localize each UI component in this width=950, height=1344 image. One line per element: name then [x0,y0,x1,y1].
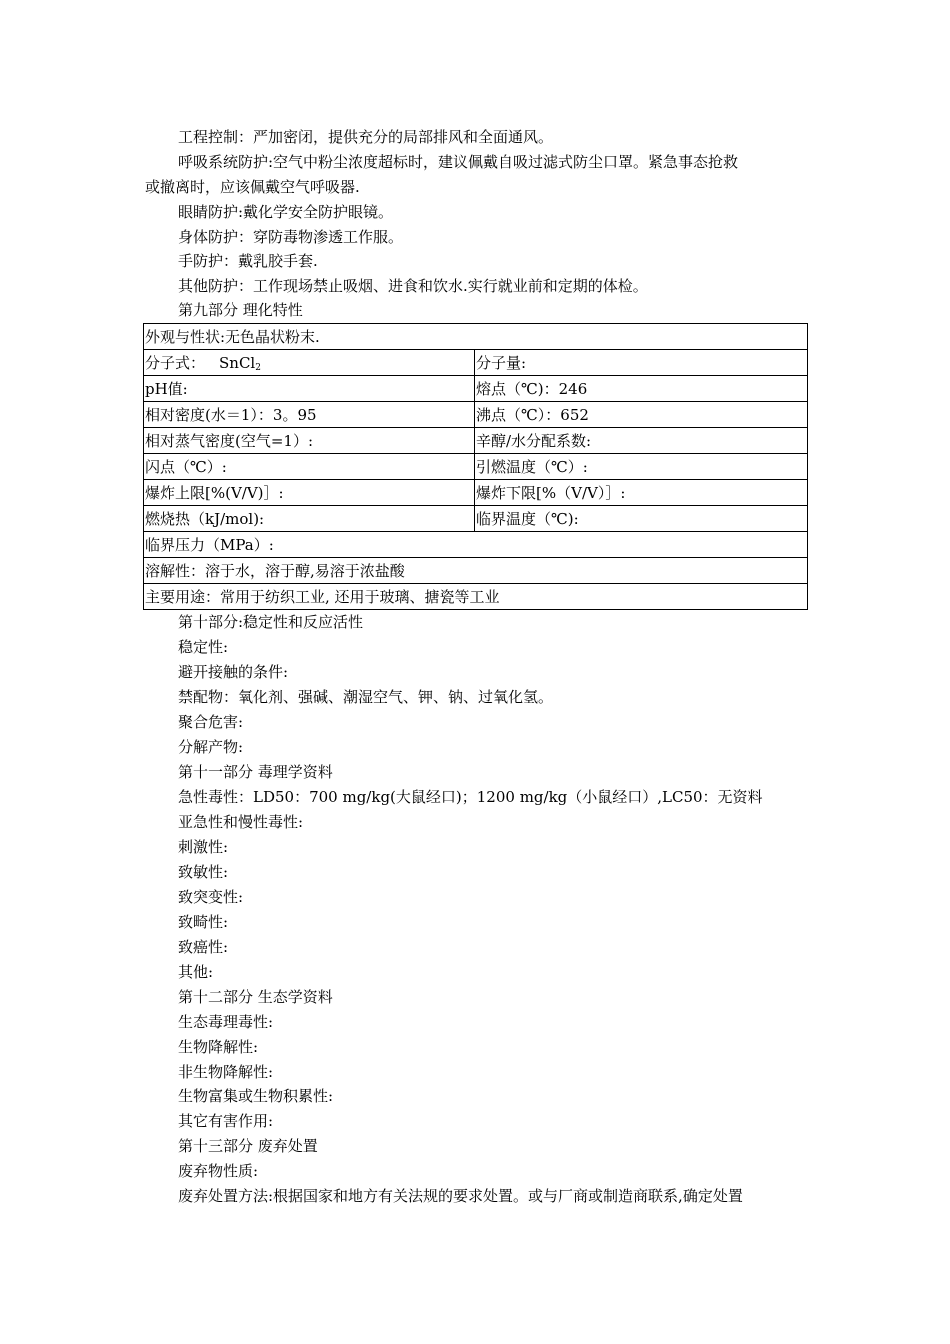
section9-title: 第九部分 理化特性 [178,301,303,319]
properties-table [143,323,808,610]
table-row [144,532,808,558]
avoid-conditions: 避开接触的条件: [178,663,289,681]
irritation: 刺激性: [178,838,229,856]
section13-title: 第十三部分 废弃处置 [178,1137,318,1155]
acute-toxicity: 急性毒性：LD50：700 mg/kg(大鼠经口)；1200 mg/kg（小鼠经口）,LC50：无资料 [178,788,763,806]
other-harmful-effects: 其它有害作用: [178,1112,274,1130]
vapor-density-cell: 相对蒸气密度(空气=1）: [144,428,475,454]
mutagenicity: 致突变性: [178,888,244,906]
section10-title: 第十部分:稳定性和反应活性 [178,613,364,631]
table-row [144,480,808,506]
incompatibles: 禁配物：氧化剂、强碱、潮湿空气、钾、钠、过氧化氢。 [178,688,554,706]
other-toxicity: 其他: [178,963,214,981]
table-row [144,428,808,454]
solubility-cell: 溶解性：溶于水，溶于醇,易溶于浓盐酸 [144,558,808,584]
formula-value: SnCl$_2$ [219,353,261,373]
table-row [144,402,808,428]
table-row [144,584,808,610]
decomposition: 分解产物: [178,738,244,756]
respiratory-protection-cont: 或撤离时，应该佩戴空气呼吸器. [145,178,360,196]
octanol-water-cell: 辛醇/水分配系数: [475,428,808,454]
density-cell: 相对密度(水＝1）：3。95 [144,402,475,428]
chronic-toxicity: 亚急性和慢性毒性: [178,813,304,831]
combustion-heat-cell: 燃烧热（kJ/mol): [144,506,475,532]
teratogenicity: 致畸性: [178,913,229,931]
polymerization: 聚合危害: [178,713,244,731]
disposal-method: 废弃处置方法:根据国家和地方有关法规的要求处置。或与厂商或制造商联系,确定处置 [178,1187,743,1205]
lower-limit-cell: 爆炸下限[%（V/V）］: [475,480,808,506]
section12-title: 第十二部分 生态学资料 [178,988,333,1006]
waste-properties: 废弃物性质: [178,1162,259,1180]
critical-temp-cell: 临界温度（℃): [475,506,808,532]
flash-point-cell: 闪点（℃）: [144,454,475,480]
section11-title: 第十一部分 毒理学资料 [178,763,333,781]
table-row [144,558,808,584]
ph-cell: pH值: [144,376,475,402]
table-row [144,376,808,402]
table-row [144,350,808,376]
ignition-temp-cell: 引燃温度（℃）: [475,454,808,480]
table-row [144,454,808,480]
appearance-cell: 外观与性状:无色晶状粉末. [144,324,808,350]
table-row [144,506,808,532]
melting-point-cell: 熔点（℃)：246 [475,376,808,402]
engineering-control: 工程控制：严加密闭，提供充分的局部排风和全面通风。 [178,128,554,146]
uses-cell: 主要用途：常用于纺织工业, 还用于玻璃、搪瓷等工业 [144,584,808,610]
hand-protection: 手防护：戴乳胶手套. [178,252,318,270]
carcinogenicity: 致癌性: [178,938,229,956]
table-row [144,324,808,350]
biodegradability: 生物降解性: [178,1038,259,1056]
other-protection: 其他防护：工作现场禁止吸烟、进食和饮水.实行就业前和定期的体检。 [178,277,648,295]
stability: 稳定性: [178,638,229,656]
formula-label: 分子式： [145,353,206,372]
ecotoxicity: 生态毒理毒性: [178,1013,274,1031]
eye-protection: 眼睛防护:戴化学安全防护眼镜。 [178,203,394,221]
abiotic-degradability: 非生物降解性: [178,1063,274,1081]
sensitization: 致敏性: [178,863,229,881]
body-protection: 身体防护：穿防毒物渗透工作服。 [178,228,404,246]
respiratory-protection: 呼吸系统防护:空气中粉尘浓度超标时，建议佩戴自吸过滤式防尘口罩。紧急事态抢救 [178,153,739,171]
critical-pressure-cell: 临界压力（MPa）: [144,532,808,558]
molecular-weight-cell: 分子量: [475,350,808,376]
boiling-point-cell: 沸点（℃）：652 [475,402,808,428]
formula-cell [144,350,475,376]
upper-limit-cell: 爆炸上限[%(V/V)］: [144,480,475,506]
bioaccumulation: 生物富集或生物积累性: [178,1087,334,1105]
